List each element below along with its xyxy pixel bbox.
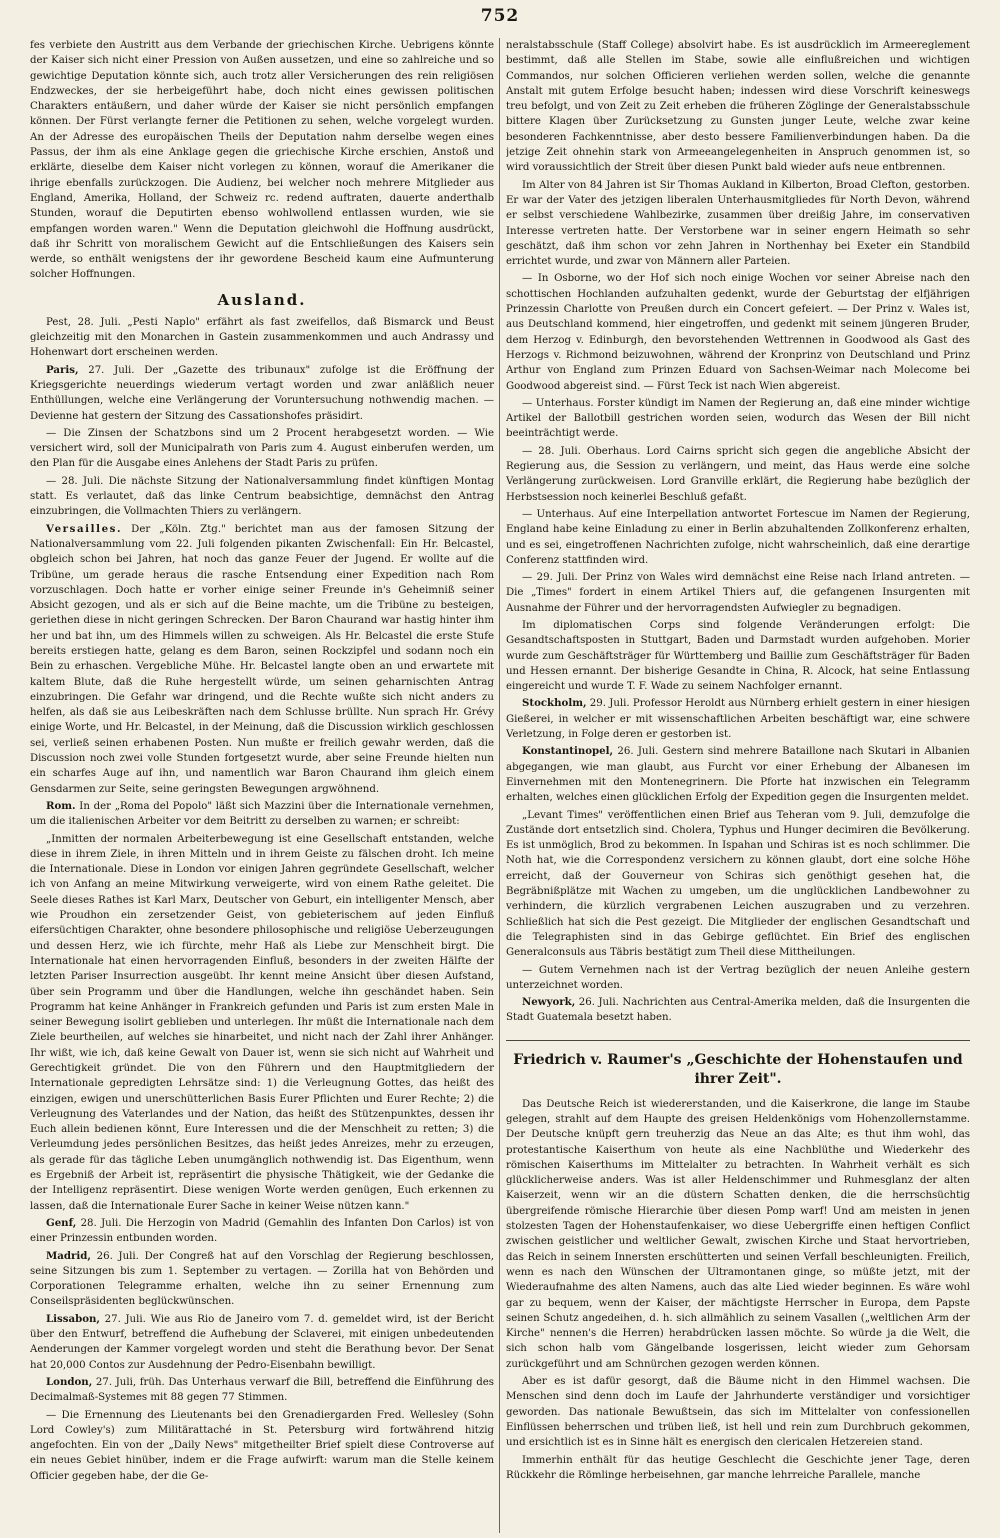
paragraph-madrid (30, 1249, 494, 1310)
paragraph-text: 26. Juli. Gestern sind mehrere Bataillone nach Skutari in Albanien abgegangen, wie man glaubt, aus Furcht vor einer Erhebung der Albanesen im Einvernehmen mit den Montenegrinern. Die Pforte hat inzwischen ein Telegramm erhalten, welches einen glücklichen Erfolg der Expedition gegen die Insurgenten meldet. (506, 746, 970, 804)
paragraph: — Die Ernennung des Lieutenants bei den Grenadiergarden Fred. Wellesley (Sohn Lord Cowley's) zum Militärattaché in St. Petersburg wird fortwährend hitzig angefochten. Ein von der „Daily News" mitgetheilter Brief spielt diese Controverse auf ein neues Gebiet hinüber, indem er die Frage aufwirft: warum man die Stelle keinem Officier gegeben habe, der die Ge- (30, 1409, 494, 1482)
paragraph-text: 27. Juli, früh. Das Unterhaus verwarf die Bill, betreffend die Einführung des Decimalmaß-Systemes mit 88 gegen 77 Stimmen. (30, 1376, 494, 1404)
paragraph: — 28. Juli. Die nächste Sitzung der Nationalversammlung findet künftigen Montag statt. Es verlautet, daß das linke Centrum beabsichtige, demnächst den Antrag einzubringen, die Vollmachten Thiers zu verlängern. (30, 475, 494, 518)
paragraph-paris (30, 363, 494, 424)
paragraph-lissabon (30, 1312, 494, 1373)
dateline: Stockholm, (522, 697, 587, 710)
dateline: Versailles. (46, 522, 123, 535)
paragraph: — Die Zinsen der Schatzbons sind um 2 Procent herabgesetzt worden. — Wie versichert wird, soll der Municipalrath von Paris zum 4. August einberufen werden, um den Plan für die Ausgabe eines Anlehens der Stadt Paris zu prüfen. (30, 427, 494, 470)
paragraph-quote: „Inmitten der normalen Arbeiterbewegung ist eine Gesellschaft entstanden, welche diese in ihrem Ziele, in ihren Mitteln und in ihrem Geiste zu fälschen droht. Ich meine die Internationale. Diese in London vor einigen Jahren gegründete Gesellschaft, welcher ich von Anfang an meine Mitwirkung verweigerte, wird von einem Rathe geleitet. Die Seele dieses Rathes ist Karl Marx, Deutscher von Geburt, ein intelligenter Mensch, aber wie Proudhon ein zersetzender Geist, von gebieterischem auf jeden Einfluß eifersüchtigen Charakter, ohne besondere philosophische und religiöse Ueberzeugungen und dessen Herz, wie ich fürchte, mehr Haß als Liebe zur Menschheit birgt. Die Internationale hat einen hervorragenden Einfluß, besonders in der zweiten Hälfte der letzten Pariser Insurrection ausgeübt. Ihr kennt meine Ansicht über diesen Aufstand, über sein Programm und über die Handlungen, welche ihn geschändet haben. Sein Programm hat keine Anhänger in Frankreich gefunden und Paris ist zum ersten Male in seiner Bewegung isolirt geblieben und unterlegen. Ihr müßt die Internationale nach dem Ziele beurtheilen, auf welches sie hinarbeitet, und nicht nach der Zahl ihrer Anhänger. Ihr wißt, wie ich, daß keine Gewalt von Dauer ist, wenn sie sich nicht auf Wahrheit und Gerechtigkeit gründet. Die von den Führern und den Hauptmitgliedern der Internationale gepredigten Lehrsätze sind: 1) die Verleugnung Gottes, das heißt des einzigen, ewigen und unerschütterlichen Basis Eurer Pflichten und Eurer Rechte; 2) die Verleugnung des Vaterlandes und der Nation, das heißt des Stützenpunktes, dessen ihr Euch allein bedienen könnt, Eure Interessen und die der Menschheit zu retten; 3) die Verleumdung jedes persönlichen Besitzes, das heißt jedes Anreizes, mehr zu erzeugen, als gerade für das tägliche Leben unumgänglich nothwendig ist. Das Eigenthum, wenn es Ergebniß der Arbeit ist, repräsentirt die physische Thätigkeit, wie der Gedanke die der Intelligenz repräsentirt. Diese wenigen Worte werden genügen, Euch erkennen zu lassen, daß die Internationale Eurer Sache in keiner Weise nützen kann." (30, 833, 494, 1212)
paragraph-konstantinopel (506, 744, 970, 805)
paragraph-genf (30, 1216, 494, 1247)
paragraph-text: 26. Juli. Der Congreß hat auf den Vorschlag der Regierung beschlossen, seine Sitzungen bis zum 1. September zu vertagen. — Zorilla hat von Behörden und Corporationen Telegramme erhalten, welche ihn zu seiner Ernennung zum Conseilspräsidenten beglückwünschen. (30, 1250, 494, 1308)
paragraph-text: 27. Juli. Wie aus Rio de Janeiro vom 7. d. gemeldet wird, ist der Bericht über den Entwurf, betreffend die Aufhebung der Sclaverei, mit einigen unbedeutenden Aenderungen der Kammer vorgelegt worden und steht die Berathung bevor. Der Senat hat 20,000 Contos zur Ausdehnung der Pedro-Eisenbahn bewilligt. (30, 1313, 494, 1371)
paragraph-versailles (30, 522, 494, 797)
dateline: London, (46, 1375, 93, 1388)
paragraph-text: In der „Roma del Popolo" läßt sich Mazzini über die Internationale vernehmen, um die italienischen Arbeiter vor dem Beitritt zu derselben zu warnen; er schreibt: (30, 800, 494, 828)
paragraph-london (30, 1375, 494, 1406)
paragraph: Immerhin enthält für das heutige Geschlecht die Geschichte jener Tage, deren Rückkehr die Römlinge herbeisehnen, gar manche lehrreiche Parallele, manche (506, 1454, 970, 1481)
paragraph: — Unterhaus. Forster kündigt im Namen der Regierung an, daß eine minder wichtige Artikel der Ballotbill gestrichen worden seien, wodurch das Wesen der Bill nicht beeinträchtigt werde. (506, 397, 970, 440)
dateline: Konstantinopel, (522, 745, 614, 758)
section-heading-ausland: Ausland. (217, 290, 307, 309)
paragraph-text: 26. Juli. Nachrichten aus Central-Amerika melden, daß die Insurgenten die Stadt Guatemala besetzt haben. (506, 997, 970, 1024)
dateline: Lissabon, (46, 1312, 100, 1325)
paragraph: — Gutem Vernehmen nach ist der Vertrag bezüglich der neuen Anleihe gestern unterzeichnet worden. (506, 964, 970, 991)
paragraph-text: 28. Juli. Die Herzogin von Madrid (Gemahlin des Infanten Don Carlos) ist von einer Prinzessin entbunden worden. (30, 1217, 494, 1245)
left-column (30, 38, 494, 1533)
paragraph: Im Alter von 84 Jahren ist Sir Thomas Aukland in Kilberton, Broad Clefton, gestorben. Er war der Vater des jetzigen liberalen Unterhausmitgliedes für North Devon, während er selbst verschiedene Wahlbezirke, zusammen über dreißig Jahre, im conservativen Interesse vertreten hatte. Der Verstorbene war in seiner engern Heimath so sehr geschätzt, daß ihm schon vor zehn Jahren in Northenhay bei Exeter ein Standbild errichtet wurde, und zwar von Männern aller Parteien. (506, 179, 970, 268)
paragraph: „Levant Times" veröffentlichen einen Brief aus Teheran vom 9. Juli, demzufolge die Zustände dort entsetzlich sind. Cholera, Typhus und Hunger decimiren die Bevölkerung. Es ist unmöglich, Brod zu bekommen. In Ispahan und Schiras ist es noch schlimmer. Die Noth hat, wie die Correspondenz versichern zu können glaubt, dort eine solche Höhe erreicht, daß der Gouverneur von Schiras sich genöthigt gesehen hat, die Begräbnißplätze mit Wachen zu umgeben, um die unglücklichen Landbewohner zu verhindern, die kürzlich vergrabenen Leichen auszugraben und zu verzehren. Schließlich hat sich die Pest gezeigt. Die Mitglieder der englischen Gesandtschaft und die Telegraphisten sind in das Gebirge geflüchtet. Ein Brief des englischen Generalconsuls aus Täbris bestätigt zum Theil diese Mittheilungen. (506, 809, 970, 959)
paragraph: Aber es ist dafür gesorgt, daß die Bäume nicht in den Himmel wachsen. Die Menschen sind denn doch im Laufe der Jahrhunderte verständiger und vorsichtiger geworden. Das nationale Bewußtsein, das sich im Mittelalter von confessionellen Einflüssen beherrschen und trüben ließ, ist hell und rein zum Durchbruch gekommen, und ersichtlich ist es in Sinne hält es energisch den clericalen Hetzereien stand. (506, 1376, 970, 1449)
dateline: Paris, (46, 363, 79, 376)
page-number: 752 (480, 6, 520, 26)
paragraph-newyork (506, 995, 970, 1026)
paragraph-pest: Pest, 28. Juli. „Pesti Naplo" erfährt als fast zweifellos, daß Bismarck und Beust gleichzeitig mit den Monarchen in Gastein zusammenkommen und auch Andrassy und Hohenwart dort erscheinen werden. (30, 316, 494, 359)
paragraph: — In Osborne, wo der Hof sich noch einige Wochen vor seiner Abreise nach den schottischen Hochlanden aufzuhalten gedenkt, wurde der Geburtstag der elfjährigen Prinzessin Charlotte von Preußen durch ein Concert gefeiert. — Der Prinz v. Wales ist, aus Deutschland kommend, hier eingetroffen, und gedenkt mit seinem jüngeren Bruder, dem Herzog v. Edinburgh, den bevorstehenden Wettrennen in Goodwood als Gast des Herzogs v. Richmond beizuwohnen, während der Kronprinz von Deutschland und Prinz Arthur von England zum Prinzen Eduard von Sachsen-Weimar nach Molecome bei Goodwood abgereist sind. — Fürst Teck ist nach Wien abgereist. (506, 273, 970, 392)
paragraph: fes verbiete den Austritt aus dem Verbande der griechischen Kirche. Uebrigens könnte der Kaiser sich nicht einer Pression von Außen aussetzen, und eine so zahlreiche und so gewichtige Deputation könnte sich, auch trotz aller Versicherungen des rein religiösen Endzweckes, der sie herbeigeführt habe, doch nicht eines gewissen politischen Charakters entäußern, und daher würde der Kaiser sie nicht persönlich empfangen können. Der Fürst verlangte ferner die Petitionen zu sehen, welche vorgelegt wurden. An der Adresse des europäischen Theils der Deputation nahm derselbe wegen eines Passus, der ihm als eine Anklage gegen die griechische Kirche erschien, Anstoß und erklärte, dieselbe dem Kaiser nicht vorlegen zu können, worauf die Amerikaner die ihrige ebenfalls zurückzogen. Die Audienz, bei welcher noch mehrere Mitglieder aus England, Amerika, Holland, der Schweiz rc. redend auftraten, dauerte anderthalb Stunden, worauf die Deputirten ebenso wohlwollend entlassen wurden, wie sie empfangen worden waren." Wenn die Deputation gleichwohl die Hoffnung ausdrückt, daß ihr Schritt von moralischem Gewicht auf die Entschließungen des Kaisers sein werde, so enthält wenigstens der ihr gewordene Bescheid kaum eine Aufmunterung solcher Hoffnungen. (30, 40, 494, 281)
paragraph-stockholm (506, 696, 970, 742)
paragraph: neralstabsschule (Staff College) absolvirt habe. Es ist ausdrücklich im Armeereglement bestimmt, daß alle Stellen im Stabe, sowie alle einflußreichen und wichtigen Commandos, nur solchen Officieren verliehen werden sollen, welche die genannte Anstalt mit gutem Erfolge besucht haben; indessen wird diese Vorschrift keineswegs treu befolgt, und von Zeit zu Zeit erheben die früheren Zöglinge der Generalstabsschule bittere Klagen über Zurücksetzung zu Gunsten junger Leute, welche zwar keine besonderen Fachkenntnisse, aber desto bessere Familienverbindungen haben. Da die jetzige Zeit ohnehin stark von Armeeangelegenheiten in Anspruch genommen ist, so wird voraussichtlich der Streit über diesen Punkt bald wieder aufs neue entbrennen. (506, 40, 970, 174)
dateline: Rom. (46, 799, 76, 812)
paragraph-text: 29. Juli. Professor Heroldt aus Nürnberg erhielt gestern in einer hiesigen Gießerei, in welcher er mit wissenschaftlichen Arbeiten beschäftigt war, eine schwere Verletzung, in Folge deren er gestorben ist. (506, 698, 970, 741)
article-title: Friedrich v. Raumer's „Geschichte der Hohenstaufen und ihrer Zeit". (506, 1040, 970, 1089)
paragraph-text: 27. Juli. Der „Gazette des tribunaux" zufolge ist die Eröffnung der Kriegsgerichte neuerdings wiederum vertagt worden und zwar anläßlich neuer Enthüllungen, welche eine Verlängerung der Voruntersuchung nothwendig machen. — Devienne hat gestern der Sitzung des Cassationshofes präsidirt. (30, 364, 494, 422)
paragraph: — 28. Juli. Oberhaus. Lord Cairns spricht sich gegen die angebliche Absicht der Regierung aus, die Session zu verlängern, und meint, das Haus werde eine solche Verlängerung zurückweisen. Lord Granville erklärt, die Regierung habe bezüglich der Herbstsession noch keinerlei Beschluß gefaßt. (506, 445, 970, 503)
paragraph-text: Der „Köln. Ztg." berichtet man aus der famosen Sitzung der Nationalversammlung vom 22. Juli folgenden pikanten Zwischenfall: Ein Hr. Belcastel, obgleich schon bei Jahren, hat noch das ganze Feuer der Jugend. Er wollte auf die Tribüne, um gerade heraus die rasche Entsendung einer Expedition nach Rom vorzuschlagen. Doch hatte er vorher einige seiner Freunde in's Geheimniß seiner Absicht gezogen, und als er sich auf die Beine machte, um die Tribüne zu besteigen, geriethen diese in nicht geringen Schrecken. Der Baron Chaurand war hastig hinter ihm her und bat ihn, um des Himmels willen zu schweigen. Als Hr. Belcastel die erste Stufe bereits erstiegen hatte, gelang es dem Baron, seinen Rockzipfel und sodann noch ein Bein zu erhaschen. Vergebliche Mühe. Hr. Belcastel langte oben an und erwartete mit kaltem Blute, daß die Ruhe hergestellt würde, um seinen geharnischten Antrag einzubringen. Die Gefahr war dringend, und die Rechte wußte sich nicht anders zu helfen, als daß sie aus Leibeskräften nach dem Schlusse brüllte. Nun sprach Hr. Grévy einige Worte, und Hr. Belcastel, in der Meinung, daß die Discussion wirklich geschlossen sei, verließ seinen erhabenen Posten. Nun mußte er freilich gewahr werden, daß die Discussion noch zwei volle Stunden fortgesetzt wurde, aber seine Freunde hielten nun ein scharfes Auge auf ihn, und namentlich war Baron Chaurand ihm gleich einem Gensdarmen zur Seite, seine geringsten Bewegungen argwöhnend. (30, 523, 494, 795)
dateline: Newyork, (522, 996, 576, 1009)
columns (30, 38, 970, 1533)
paragraph-rom (30, 799, 494, 830)
right-column (506, 38, 970, 1533)
paragraph: — 29. Juli. Der Prinz von Wales wird demnächst eine Reise nach Irland antreten. — Die „Times" fordert in einem Artikel Thiers auf, die gefangenen Insurgenten mit Ausnahme der Führer und der hervorragendsten Aufwiegler zu begnadigen. (506, 572, 970, 614)
dateline: Genf, (46, 1216, 77, 1229)
dateline: Madrid, (46, 1249, 91, 1262)
paragraph: — Unterhaus. Auf eine Interpellation antwortet Fortescue im Namen der Regierung, England habe keine Einladung zu einer in Berlin abzuhaltenden Zollkonferenz erhalten, und es sei, eingetroffenen Nachrichten zufolge, nicht wahrscheinlich, daß eine derartige Conferenz stattfinden wird. (506, 508, 970, 566)
paragraph: Im diplomatischen Corps sind folgende Veränderungen erfolgt: Die Gesandtschaftsposten in Stuttgart, Baden und Darmstadt wurden aufgehoben. Morier wurde zum Geschäftsträger für Württemberg und Baillie zum Geschäftsträger für Baden und Hessen ernannt. Der bisherige Gesandte in China, R. Alcock, hat seine Entlassung eingereicht und wurde T. F. Wade zu seinem Nachfolger ernannt. (506, 619, 970, 693)
paragraph: Das Deutsche Reich ist wiedererstanden, und die Kaiserkrone, die lange im Staube gelegen, strahlt auf dem Haupte des greisen Heldenkönigs vom Hohenzollernstamme. Der Deutsche knüpft gern treuherzig das Neue an das Alte; es thut ihm wohl, das protestantische Kaiserthum von heute als eine Nachblüthe und Wiederkehr des römischen Kaiserthums im Mittelalter zu betrachten. In Wahrheit verhält es sich glücklicherweise anders. Was ist aller Heldenschimmer und Ruhmesglanz der alten Kaiserzeit, wenn wir an die düstern Schatten denken, die die herrschsüchtig übergreifende römische Hierarchie über diesen Pomp warf! Und am meisten in jenen stolzesten Tagen der Hohenstaufenkaiser, wo diese Uebergriffe einen heftigen Conflict zwischen geistlicher und weltlicher Gewalt, zwischen Kirche und Staat hervortrieben, das Reich in seinem Innersten erschütterten und seinen Verfall beschleunigten. Freilich, wenn es nach den Wünschen der Ultramontanen ginge, so müßte jetzt, mit der Wiederaufnahme des alten Namens, auch das alte Lied wieder beginnen. Es wäre wohl gar zu bequem, wenn der Kaiser, der mächtigste Herrscher in Europa, dem Papste seinen Schutz angedeihen, d. h. sich allmählich zu seinem Vasallen („weltlichen Arm der Kirche" nennen's die Herren) herabdrücken lassen möchte. So würde ja die Welt, die sich schon halb vom Gängelbande losgerissen, leicht wieder zum Gehorsam zurückgeführt und am Schnürchen gezogen werden können. (506, 1098, 970, 1370)
